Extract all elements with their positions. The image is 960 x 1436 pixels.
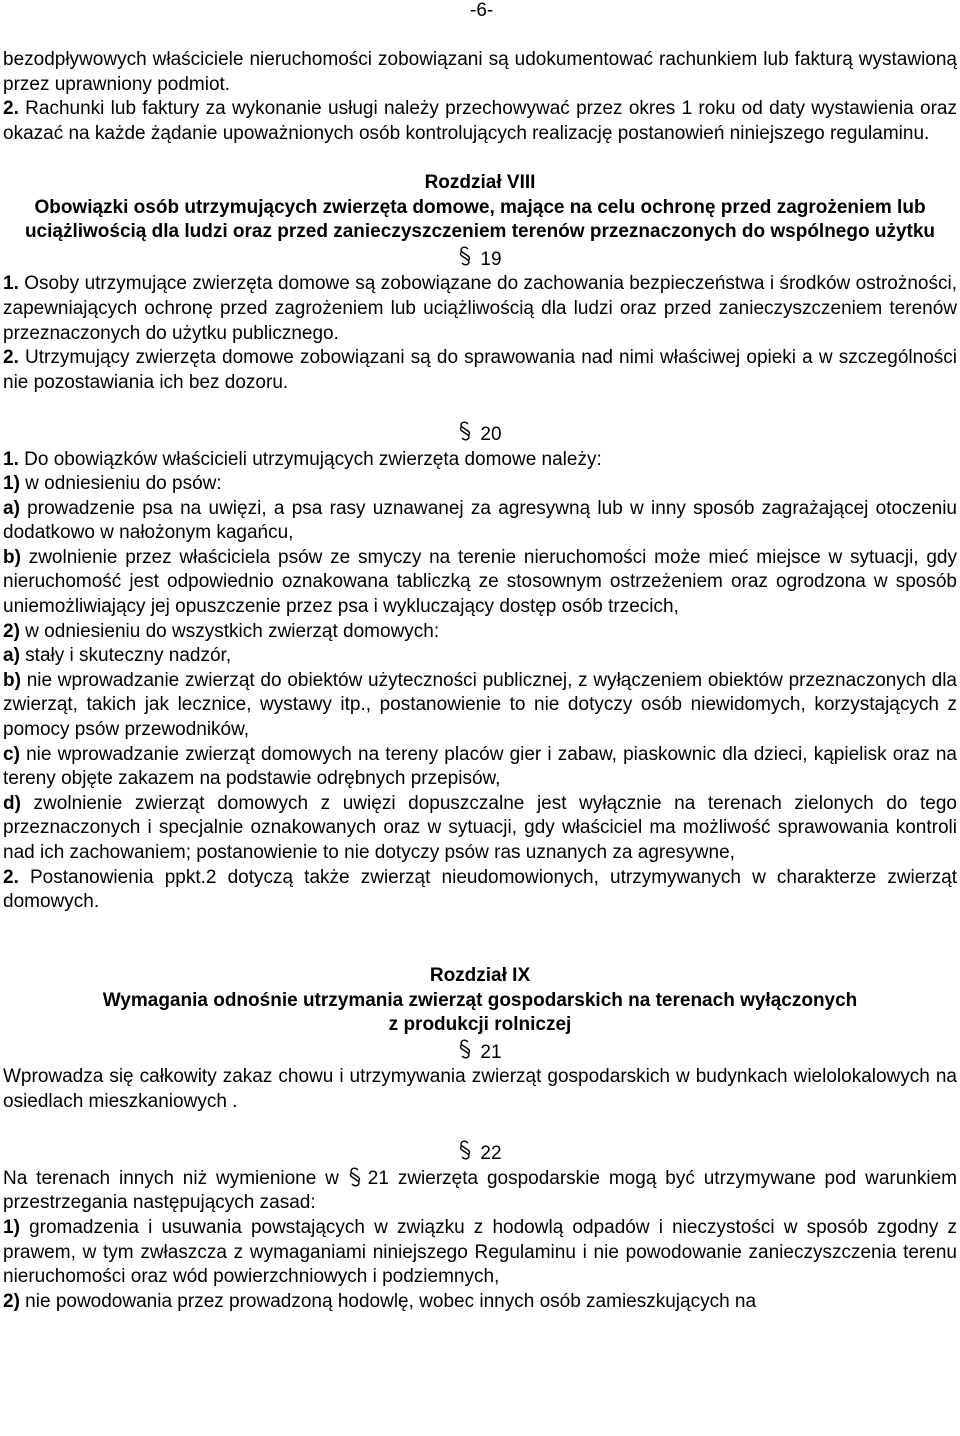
section-heading: 21 xyxy=(3,1038,957,1066)
chapter-subtitle: Wymagania odnośnie utrzymania zwierząt gospodarskich na terenach wyłączonych xyxy=(102,989,858,1011)
spacer xyxy=(3,939,957,964)
list-item: 1) w odniesieniu do psów: xyxy=(3,473,222,495)
list-item: a) prowadzenie psa na uwięzi, a psa rasy uznawanej za agresywną lub w inny sposób zagrażającej otoczeniu dodatkowo w nałożonym kagańcu, xyxy=(3,497,957,544)
list-item: 1) gromadzenia i usuwania powstających w związku z hodowlą odpadów i nieczystości w sposób zgodny z prawem, w tym zwłaszcza z wymaganiami niniejszego Regulaminu i nie powodowanie zanieczyszczenia terenu nieruchomości oraz wód powierzchniowych i podziemnych, xyxy=(3,1216,957,1288)
item-label: 2. xyxy=(3,98,19,120)
section-heading: 20 xyxy=(3,420,957,448)
section-sign-icon xyxy=(458,1140,472,1160)
section-sign-icon xyxy=(458,421,472,441)
chapter-title: Rozdział IX xyxy=(429,964,531,986)
chapter-subtitle: z produkcji rolniczej xyxy=(388,1014,572,1036)
document-body xyxy=(3,48,957,1314)
section-heading: 22 xyxy=(3,1139,957,1167)
paragraph: Wprowadza się całkowity zakaz chowu i utrzymywania zwierząt gospodarskich w budynkach wielolokalowych na osiedlach mieszkaniowych . xyxy=(3,1066,957,1112)
section-sign-icon xyxy=(458,1039,472,1059)
list-item: 2) nie powodowania przez prowadzoną hodowlę, wobec innych osób zamieszkujących na xyxy=(3,1290,757,1312)
paragraph: 2. Utrzymujący zwierzęta domowe zobowiązani są do sprawowania nad nimi właściwej opieki a w szczególności nie pozostawiania ich bez dozoru. xyxy=(3,347,957,393)
section-sign-icon xyxy=(348,1167,362,1187)
paragraph: 2. Rachunki lub faktury za wykonanie usługi należy przechowywać przez okres 1 roku od daty wystawienia oraz okazać na każde żądanie upoważnionych osób kontrolujących realizację postanowień niniejszego regulaminu. xyxy=(3,98,957,144)
page-number: -6- xyxy=(470,0,494,21)
paragraph: 2. Postanowienia ppkt.2 dotyczą także zwierząt nieudomowionych, utrzymywanych w charakterze zwierząt domowych. xyxy=(3,866,957,913)
paragraph: Na terenach innych niż wymienione w 21 zwierzęta gospodarskie mogą być utrzymywane pod warunkiem przestrzegania następujących zasad: xyxy=(3,1167,957,1214)
chapter-subtitle: Obowiązki osób utrzymujących zwierzęta domowe, mające na celu ochronę przed zagrożeniem lub uciążliwością dla ludzi oraz przed zanieczyszczeniem terenów przeznaczonych do wspólnego użytku xyxy=(24,196,936,243)
list-item: d) zwolnienie zwierząt domowych z uwięzi dopuszczalne jest wyłącznie na terenach zielonych do tego przeznaczonych i specjalnie oznakowanych oraz w sytuacji, gdy właściciel ma możliwość sprawowania kontroli nad ich zachowaniem; postanowienie to nie dotyczy psów ras uznanych za agresywne, xyxy=(3,792,957,863)
section-heading: 19 xyxy=(3,245,957,273)
spacer xyxy=(3,915,957,940)
paragraph: bezodpływowych właściciele nieruchomości zobowiązani są udokumentować rachunkiem lub fakturą wystawioną przez uprawniony podmiot. xyxy=(3,49,957,95)
list-item: b) zwolnienie przez właściciela psów ze smyczy na terenie nieruchomości może mieć miejsce w sytuacji, gdy nieruchomość jest odpowiednio oznakowana tabliczką ze stosownym ostrzeżeniem oraz ogrodzona w sposób uniemożliwiający jej opuszczenie przez psa i wykluczający dostęp osób trzecich, xyxy=(3,546,957,618)
list-item: c) nie wprowadzanie zwierząt domowych na tereny placów gier i zabaw, piaskownic dla dzieci, kąpielisk oraz na tereny objęte zakazem na podstawie odrębnych przepisów, xyxy=(3,743,957,790)
list-item: a) stały i skuteczny nadzór, xyxy=(3,645,232,667)
paragraph: 1. Osoby utrzymujące zwierzęta domowe są zobowiązane do zachowania bezpieczeństwa i środków ostrożności, zapewniających ochronę przed zagrożeniem lub uciążliwością dla ludzi oraz przed zanieczyszczeniem terenów przeznaczonych do użytku publicznego. xyxy=(3,273,957,344)
list-item: 2) w odniesieniu do wszystkich zwierząt domowych: xyxy=(3,620,440,642)
section-sign-icon xyxy=(458,246,472,266)
chapter-title: Rozdział VIII xyxy=(424,171,536,193)
paragraph: 1. Do obowiązków właścicieli utrzymujących zwierzęta domowe należy: xyxy=(3,448,602,470)
spacer xyxy=(3,1115,957,1140)
spacer xyxy=(3,395,957,420)
spacer xyxy=(3,146,957,171)
list-item: b) nie wprowadzanie zwierząt do obiektów użyteczności publicznej, z wyłączeniem obiektów przeznaczonych dla zwierząt, takich jak lecznice, wystawy itp., postanowienie to nie dotyczy osób niewidomych, korzystających z pomocy psów przewodników, xyxy=(3,669,957,741)
